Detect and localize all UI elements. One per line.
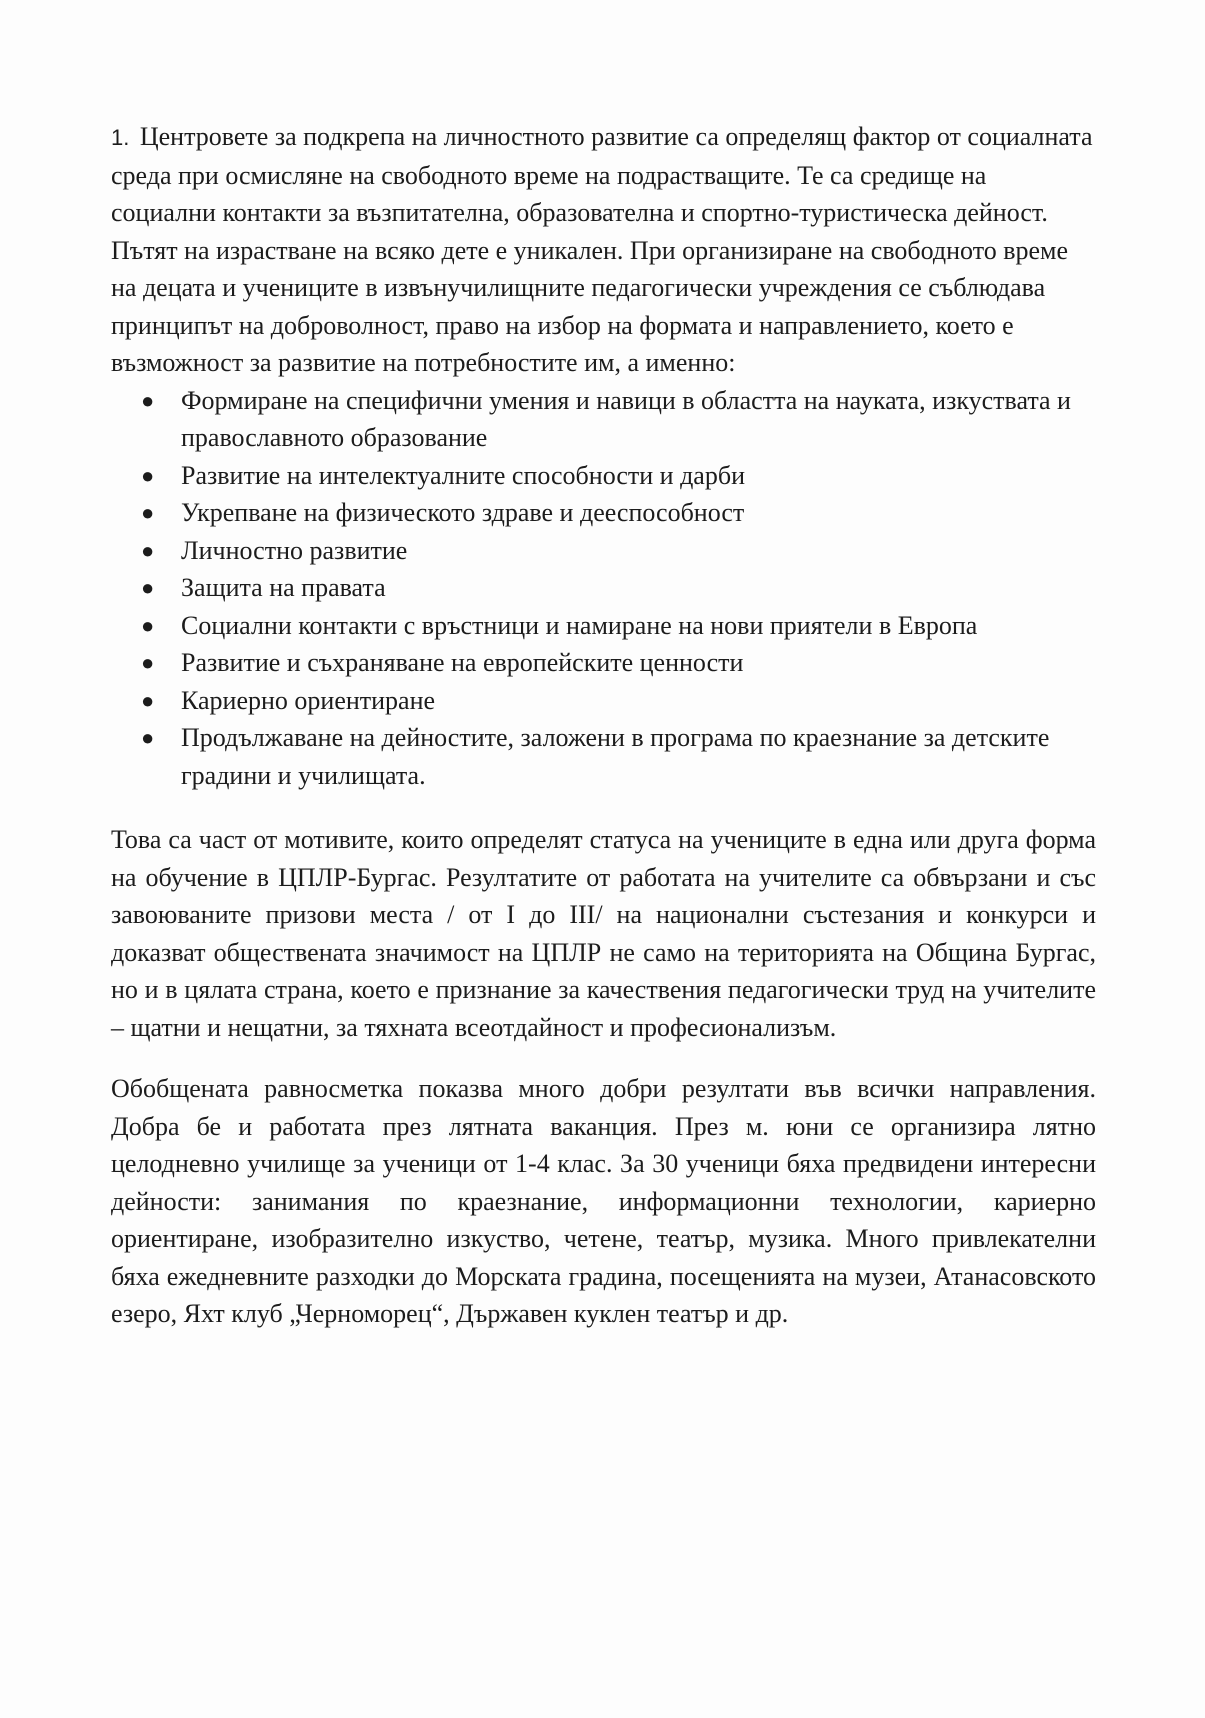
bullet-item	[141, 682, 1096, 720]
document-body	[111, 118, 1096, 1333]
bullet-text: Личностно развитие	[181, 535, 408, 565]
bullet-text: Формиране на специфични умения и навици в областта на науката, изкуствата и православното образование	[181, 385, 1071, 452]
motives-paragraph: Това са част от мотивите, които определят статуса на учениците в една или друга форма на обучение в ЦПЛР-Бургас. Резултатите от работата на учителите са обвързани и със завоюваните призови места / от I до III/ на национални състезания и конкурси и доказват обществената значимост на ЦПЛР не само на територията на Община Бургас, но и в цялата страна, което е признание за качествения педагогически труд на учителите – щатни и нещатни, за тяхната всеотдайност и професионализъм.	[111, 825, 1096, 1042]
bullet-item	[141, 494, 1096, 532]
intro-text: Центровете за подкрепа на личностното развитие са определящ фактор от социалната среда при осмисляне на свободното време на подрастващите. Те са средище на социални контакти за възпитателна, образователна и спортно-туристическа дейност. Пътят на израстване на всяко дете е уникален. При организиране на свободното време на децата и учениците в извънучилищните педагогически учреждения се съблюдава принципът на доброволност, право на избор на формата и направлението, което е възможност за развитие на потребностите им, а именно:	[111, 122, 1093, 377]
bullet-icon: ●	[141, 650, 155, 675]
bullet-text: Развитие и съхраняване на европейските ценности	[181, 648, 744, 677]
summary-paragraph: Обобщената равносметка показва много добри резултати във всички направления. Добра бе и работата през лятната ваканция. През м. юни се организира лятно целодневно училище за ученици от 1-4 клас. За 30 ученици бяха предвидени интересни дейности: занимания по краезнание, информационни технологии, кариерно ориентиране, изобразително изкуство, четене, театър, музика. Много привлекателни бяха ежедневните разходки до Морската градина, посещенията на музеи, Атанасовското езеро, Яхт клуб „Черноморец“, Държавен куклен театър и др.	[111, 1074, 1096, 1328]
bullet-text: Развитие на интелектуалните способности и дарби	[181, 460, 745, 490]
intro-paragraph	[111, 118, 1096, 382]
bullet-icon: ●	[141, 462, 155, 488]
bullet-list	[111, 382, 1096, 795]
bullet-icon: ●	[141, 612, 155, 638]
bullet-icon: ●	[141, 387, 155, 413]
bullet-icon: ●	[141, 537, 155, 563]
section-number: 1.	[111, 125, 130, 150]
bullet-icon: ●	[141, 687, 155, 713]
bullet-item	[141, 457, 1096, 495]
bullet-text: Укрепване на физическото здраве и дееспособност	[181, 498, 745, 527]
bullet-item	[141, 644, 1096, 682]
bullet-icon: ●	[141, 500, 155, 525]
bullet-item	[141, 607, 1096, 645]
bullet-item	[141, 569, 1096, 607]
bullet-item	[141, 382, 1096, 457]
bullet-text: Социални контакти с връстници и намиране на нови приятели в Европа	[181, 610, 978, 640]
bullet-icon: ●	[141, 725, 155, 750]
bullet-text: Продължаване на дейностите, заложени в програма по краезнание за детските градини и училищата.	[181, 723, 1050, 790]
bullet-item	[141, 532, 1096, 570]
bullet-text: Защита на правата	[181, 573, 386, 602]
bullet-icon: ●	[141, 575, 155, 600]
bullet-item	[141, 719, 1096, 794]
bullet-text: Кариерно ориентиране	[181, 685, 436, 715]
